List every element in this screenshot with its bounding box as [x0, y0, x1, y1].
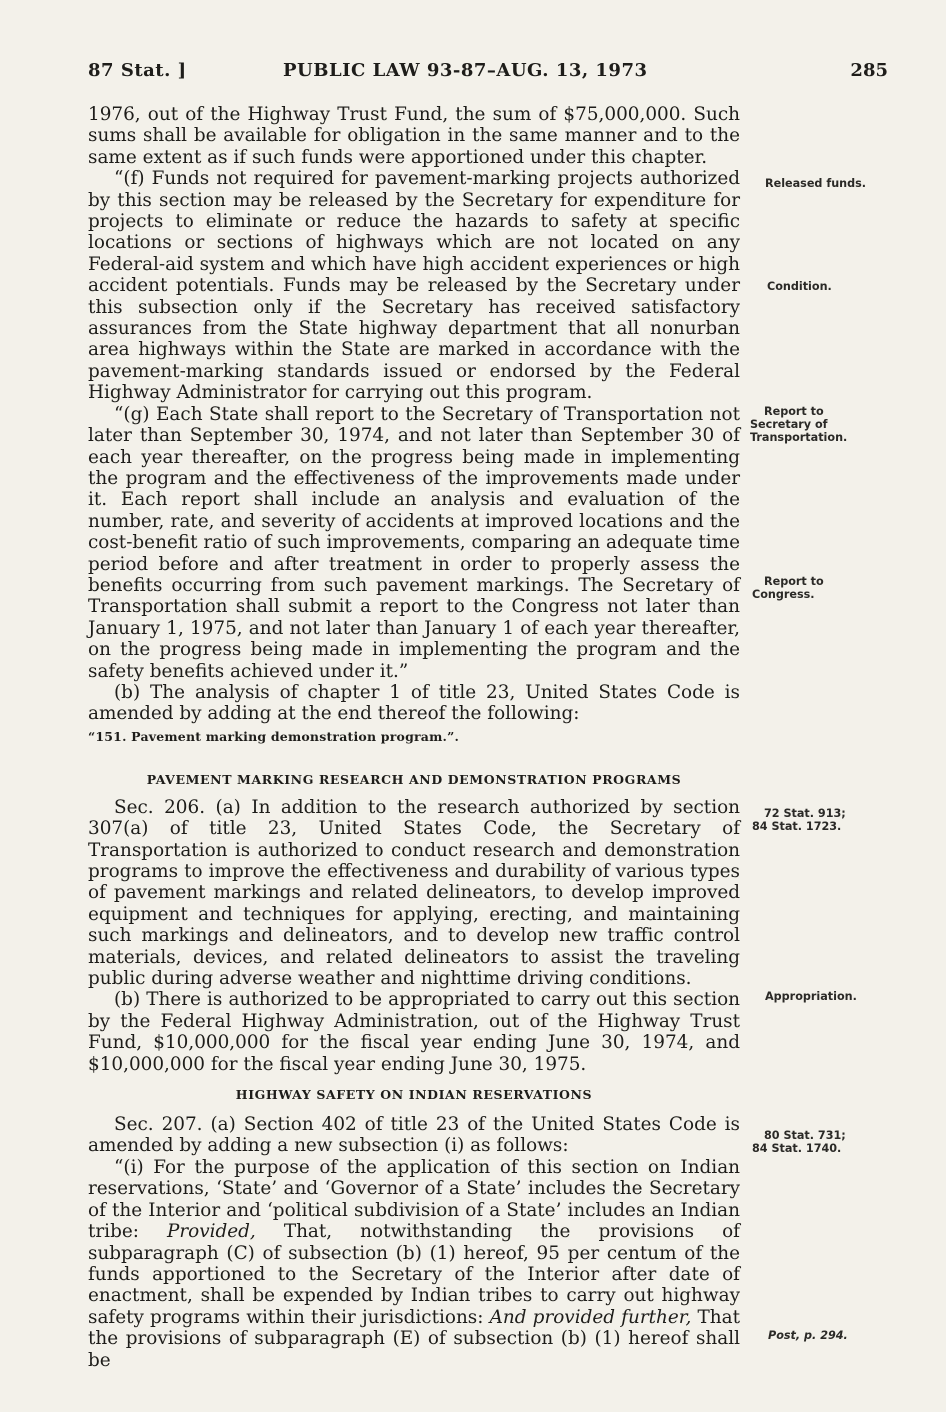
paragraph-subsection-g: “(g) Each State shall report to the Secretary of Transportation not later than September 30, 1974, and not later than September 30 of each year thereafter, on the progress being made in implementing the program and the effectiveness of the improvements made under it. Each report shall include an analysis and evaluation of the number, rate, and severity of accidents at improved locations and the cost-benefit ratio of such improvements, comparing an adequate time period before and after treatment in order to properly assess the benefits occurring from such pavement markings. The Secretary of Transportation shall submit a report to the Congress not later than January 1, 1975, and not later than January 1 of each year thereafter, on the progress being made in implementing the program and the safety benefits achieved under it.”	[88, 403, 740, 682]
paragraph-continuation: 1976, out of the Highway Trust Fund, the sum of $75,000,000. Such sums shall be available for obligation in the same manner and to the same extent as if such funds were apportioned under this chapter.	[88, 104, 740, 168]
paragraph-sec-206-a: Sec. 206. (a) In addition to the research authorized by section 307(a) of title 23, United States Code, the Secretary of Transportation is authorized to conduct research and demonstration programs to improve the effectiveness and durability of various types of pavement markings and related delineators, to develop improved equipment and techniques for applying, erecting, and maintaining such markings and delineators, and to develop new traffic control materials, devices, and related delineators to assist the traveling public during adverse weather and nighttime driving conditions.	[88, 796, 740, 990]
margin-note-condition: Condition.	[767, 280, 832, 293]
margin-note-post-reference: Post, p. 294.	[768, 1329, 848, 1342]
paragraph-subsection-i	[88, 1157, 740, 1371]
margin-note-report-congress: Report to Congress.	[752, 575, 824, 601]
margin-note-report-secretary: Report to Secretary of Transportation.	[750, 405, 848, 444]
analysis-entry: “151. Pavement marking demonstration program.”.	[88, 728, 460, 744]
paragraph-sec-207-a: Sec. 207. (a) Section 402 of title 23 of the United States Code is amended by adding a new subsection (i) as follows:	[88, 1114, 740, 1157]
page-header	[88, 60, 888, 90]
paragraph-sec-206-b: (b) There is authorized to be appropriated to carry out this section by the Federal Highway Administration, out of the Highway Trust Fund, $10,000,000 for the fiscal year ending June 30, 1974, and $10,000,000 for the fiscal year ending June 30, 1975.	[88, 989, 740, 1075]
margin-note-released-funds: Released funds.	[765, 177, 867, 190]
margin-note-appropriation: Appropriation.	[765, 990, 857, 1003]
provided-further-term: And provided further,	[489, 1306, 692, 1328]
margin-note-stat-reference-1: 72 Stat. 913; 84 Stat. 1723.	[752, 807, 846, 833]
statute-volume: 87 Stat. ]	[88, 60, 187, 81]
section-heading-indian-reservations: HIGHWAY SAFETY ON INDIAN RESERVATIONS	[235, 1087, 593, 1103]
section-heading-pavement-marking: PAVEMENT MARKING RESEARCH AND DEMONSTRATION PROGRAMS	[146, 771, 682, 787]
paragraph-subsection-f: “(f) Funds not required for pavement-marking projects authorized by this section may be released by the Secretary for expenditure for projects to eliminate or reduce the hazards to safety at specific locations or sections of highways which are not located on any Federal-aid system and which have high accident experiences or high accident potentials. Funds may be released by the Secretary under this subsection only if the Secretary has received satisfactory assurances from the State highway department that all nonurban area highways within the State are marked in accordance with the pavement-marking standards issued or endorsed by the Federal Highway Administrator for carrying out this program.	[88, 168, 740, 404]
law-title: PUBLIC LAW 93-87–AUG. 13, 1973	[283, 60, 648, 81]
subsection-i-text-1: “(i) For the purpose of the application of this section on Indian reservations, ‘State’ and ‘Governor of a State’ includes the Secretary of the Interior and ‘political subdivision of a State’ includes an Indian tribe:	[88, 1156, 740, 1243]
margin-note-stat-reference-2: 80 Stat. 731; 84 Stat. 1740.	[752, 1129, 846, 1155]
body-text	[88, 104, 740, 1371]
provided-term: Provided,	[166, 1221, 256, 1243]
subsection-i-text-2: That, notwithstanding the provisions of subparagraph (C) of subsection (b) (1) hereof, 95 per centum of the funds apportioned to the Secretary of the Interior after date of enactment, shall be expended by Indian tribes to carry out highway safety programs within their jurisdictions:	[88, 1221, 740, 1328]
paragraph-analysis-amendment: (b) The analysis of chapter 1 of title 23, United States Code is amended by adding at the end thereof the following:	[88, 681, 740, 725]
page-number: 285	[850, 60, 888, 81]
subsection-i-text-3: That the provisions of subparagraph (E) of subsection (b) (1) hereof shall be	[88, 1306, 740, 1371]
